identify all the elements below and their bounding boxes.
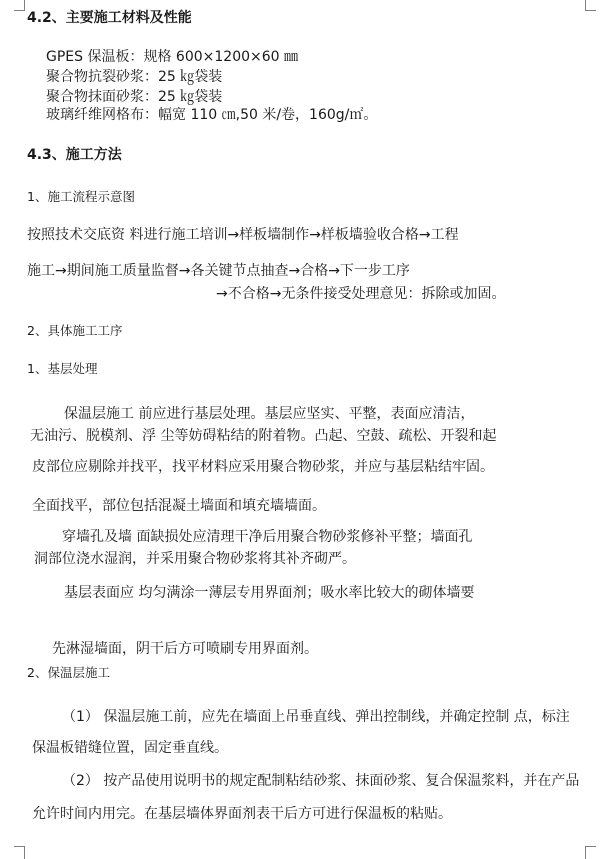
material-item: 聚合物抹面砂浆：25 ㎏袋装 xyxy=(46,89,223,105)
base-para-line: 皮部位应剔除并找平，找平材料应采用聚合物砂浆，并应与基层粘结牢固。 xyxy=(32,459,494,475)
crop-mark-bottom-left-h xyxy=(14,846,25,847)
material-item: GPES 保温板：规格 600×1200×60 ㎜ xyxy=(46,49,298,65)
base-para-line: 全面找平，部位包括混凝土墙面和填充墙墙面。 xyxy=(32,498,326,514)
insulation-para-line: （1） 保温层施工前，应先在墙面上吊垂直线、弹出控制线，并确定控制 点，标注 xyxy=(62,709,570,725)
base-para-line: 穿墙孔及墙 面缺损处应清理干净后用聚合物砂浆修补平整；墙面孔 xyxy=(62,529,473,545)
insulation-para-line: （2） 按产品使用说明书的规定配制粘结砂浆、抹面砂浆、复合保温浆料，并在产品 xyxy=(62,773,580,789)
crop-mark-top-right-h xyxy=(585,10,596,11)
insulation-heading: 2、保温层施工 xyxy=(27,665,110,680)
crop-mark-bottom-right-h xyxy=(585,846,596,847)
insulation-para-line: 允许时间内用完。在基层墙体界面剂表干后方可进行保温板的粘贴。 xyxy=(32,806,452,822)
crop-mark-bottom-right-v xyxy=(585,846,586,859)
material-item: 玻璃纤维网格布：幅宽 110 ㎝,50 米/卷，160g/㎡。 xyxy=(46,107,378,123)
base-para-line: 无油污、脱模剂、浮 尘等妨碍粘结的附着物。凸起、空鼓、疏松、开裂和起 xyxy=(30,428,497,444)
base-para-line: 洞部位浇水湿润，并采用聚合物砂浆将其补齐砌严。 xyxy=(34,551,356,567)
crop-mark-top-left-h xyxy=(14,10,25,11)
flow-line: 施工→期间施工质量监督→各关键节点抽查→合格→下一步工序 xyxy=(27,263,410,279)
base-para-line: 先淋湿墙面，阴干后方可喷刷专用界面剂。 xyxy=(52,641,318,657)
flow-heading: 1、施工流程示意图 xyxy=(27,189,135,204)
materials-heading: 4.2、主要施工材料及性能 xyxy=(27,10,192,26)
base-para-line: 基层表面应 均匀满涂一薄层专用界面剂；吸水率比较大的砌体墙要 xyxy=(64,585,475,601)
crop-mark-top-right-v xyxy=(585,0,586,10)
material-item: 聚合物抗裂砂浆：25 ㎏袋装 xyxy=(46,69,223,85)
base-para-line: 保温层施工 前应进行基层处理。基层应坚实、平整，表面应清洁， xyxy=(64,406,475,422)
base-heading: 1、基层处理 xyxy=(27,361,98,376)
method-heading: 4.3、施工方法 xyxy=(27,147,122,163)
insulation-para-line: 保温板错缝位置，固定垂直线。 xyxy=(32,740,228,756)
procedure-heading: 2、具体施工工序 xyxy=(27,323,123,338)
crop-mark-top-left-v xyxy=(24,0,25,10)
crop-mark-bottom-left-v xyxy=(24,846,25,859)
flow-line: 按照技术交底资 料进行施工培训→样板墙制作→样板墙验收合格→工程 xyxy=(27,227,459,243)
flow-line: →不合格→无条件接受处理意见：拆除或加固。 xyxy=(216,286,506,302)
